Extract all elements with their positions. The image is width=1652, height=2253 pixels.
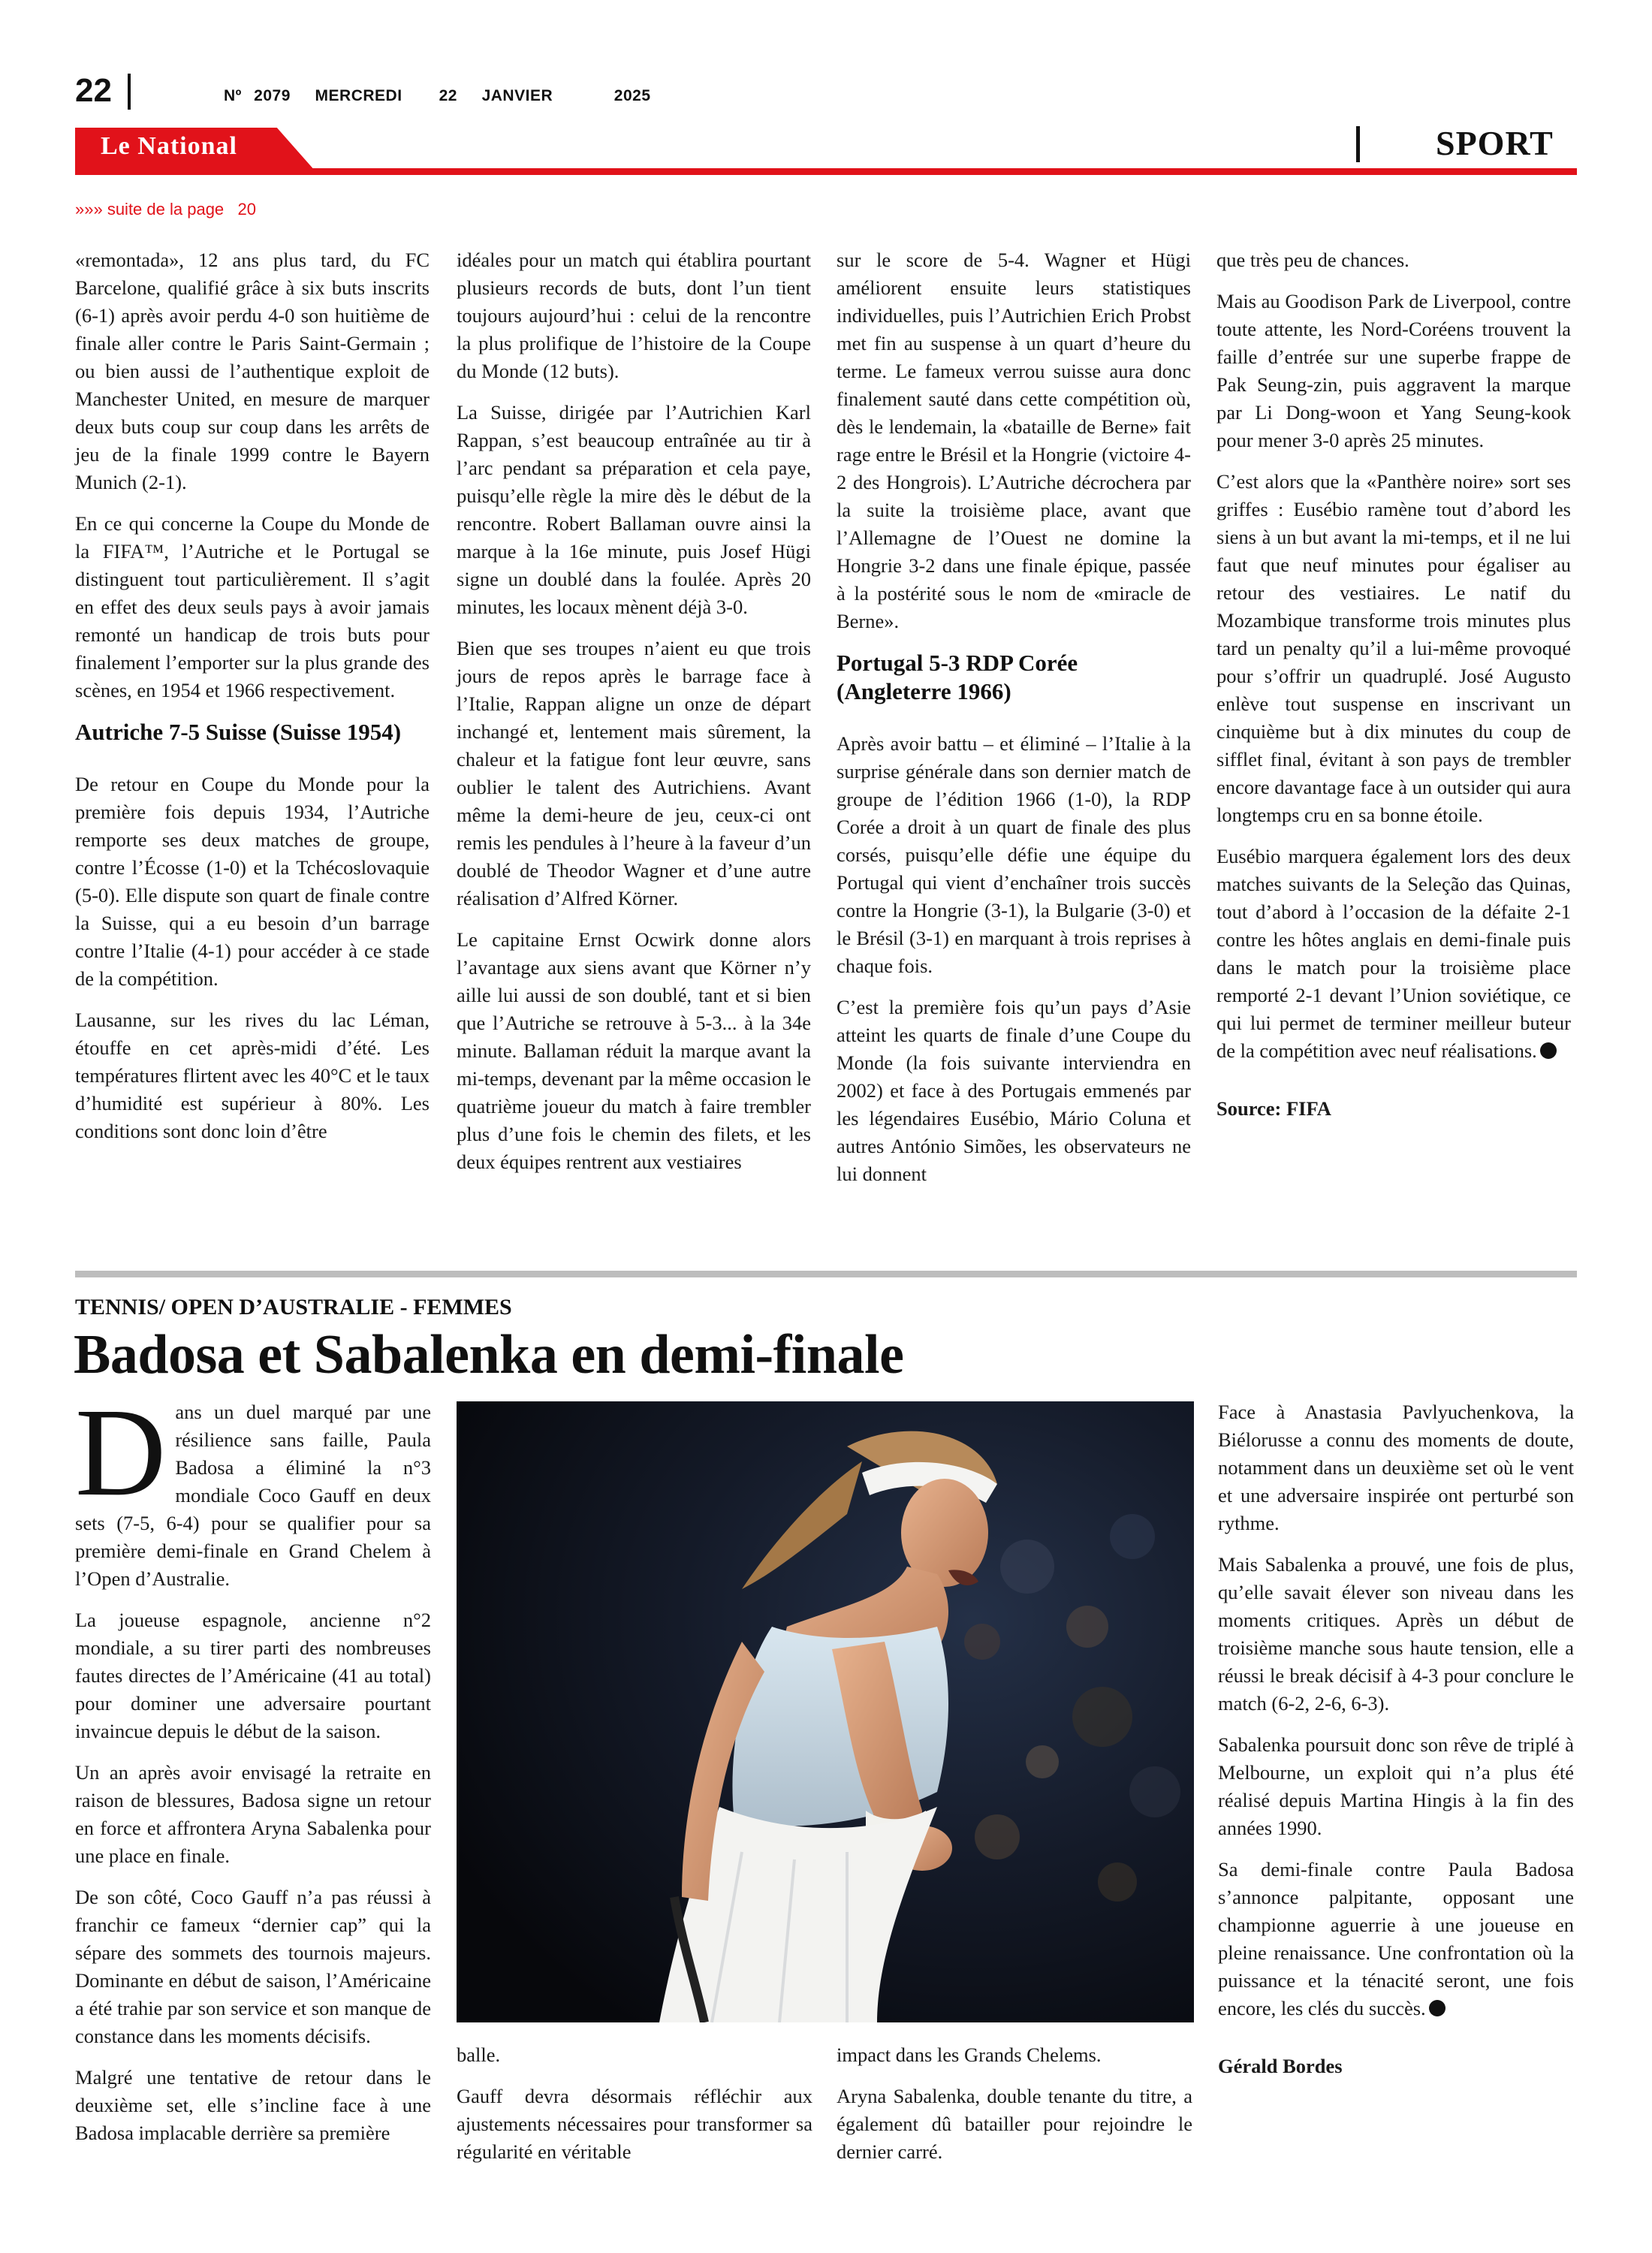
- paragraph: Après avoir battu – et éliminé – l’Italie à la surprise générale dans son dernier match de groupe de l’édition 1966 (1-0), la RDP Corée a droit à un quart de finale des plus corsés, puisqu’elle défie une équipe du Portugal qui vient d’enchaîner trois succès contre la Hongrie (3-1), la Bulgarie (3-0) et le Brésil (3-1) en marquant à trois reprises à chaque fois.: [837, 732, 1191, 977]
- paragraph-text: Eusébio marquera également lors des deux matches suivants de la Seleção das Quinas, tout d’abord à l’occasion de la défaite 2-1 contre les hôtes anglais en demi-finale puis dans le match pour la troisième place remporté 2-1 devant l’Union soviétique, ce qui lui permet de terminer meilleur buteur de la compétition avec neuf réalisations.: [1216, 845, 1571, 1062]
- paragraph: Aryna Sabalenka, double tenante du titre, a également dû batailler pour rejoindre le dernier carré.: [837, 2085, 1192, 2163]
- section-divider: [1356, 126, 1360, 162]
- paragraph-text: Sa demi-finale contre Paula Badosa s’annonce palpitante, opposant une championne aguerrie à une joueuse en pleine renaissance. Une confrontation où la puissance et la ténacité seront, une fois encore, les clés du succès.: [1218, 1858, 1574, 2019]
- brand-name: Le National: [101, 132, 237, 160]
- subheading: Autriche 7-5 Suisse (Suisse 1954): [75, 719, 402, 745]
- paragraph: La Suisse, dirigée par l’Autrichien Karl Rappan, s’est beaucoup entraînée au tir à l’arc pendant sa préparation et cela paye, puisqu’elle règle la mire dès le début de la rencontre. Robert Ballaman ouvre ainsi la marque à la 16e minute, puis Josef Hügi signe un doublé dans la foulée. Après 20 minutes, les locaux mènent déjà 3-0.: [457, 401, 811, 618]
- article1-column-3: [837, 246, 1191, 1202]
- article-kicker: TENNIS/ OPEN D’AUSTRALIE - FEMMES: [75, 1295, 512, 1320]
- paragraph: De retour en Coupe du Monde pour la première fois depuis 1934, l’Autriche remporte ses deux matches de groupe, contre l’Écosse (1-0) et la Tchécoslovaquie (5-0). Elle dispute son quart de finale contre la Suisse, qui a eu besoin d’un barrage contre l’Italie (4-1) pour accéder à ce stade de la compétition.: [75, 773, 430, 990]
- byline: Gérald Bordes: [1218, 2055, 1343, 2077]
- paragraph: De son côté, Coco Gauff n’a pas réussi à franchir ce fameux “dernier cap” qui la sépare des sommets des tournois majeurs. Dominante en début de saison, l’Américaine a été trahie par son service et son manque de constance dans les moments décisifs.: [75, 1886, 431, 2047]
- paragraph: Malgré une tentative de retour dans le deuxième set, elle s’incline face à une Badosa implacable derrière sa première: [75, 2066, 431, 2144]
- article1-column-1: [75, 246, 430, 1159]
- paragraph: Un an après avoir envisagé la retraite en raison de blessures, Badosa signe un retour en force et affrontera Aryna Sabalenka pour une place en finale.: [75, 1761, 431, 1867]
- article2-column-1: [75, 1383, 431, 2161]
- article1-column-4: [1216, 246, 1571, 1136]
- end-mark-icon: [1540, 1042, 1557, 1059]
- paragraph: Mais Sabalenka a prouvé, une fois de plus, qu’elle savait élever son niveau dans les moments critiques. Après un début de troisième manche sous haute tension, elle a réussi le break décisif à 4-3 pour conclure le match (6-2, 2-6, 6-3).: [1218, 1553, 1574, 1715]
- article2-column-3: [837, 2041, 1192, 2179]
- lead-paragraph: [75, 1383, 431, 1593]
- paragraph: C’est alors que la «Panthère noire» sort ses griffes : Eusébio ramène tout d’abord les siens à un but avant la mi-temps, et il ne lui faut que neuf minutes pour égaliser au retour des vestiaires. Le natif du Mozambique transforme trois minutes plus tard un penalty qu’il a lui-même provoqué pour s’offrir un quadruplé. José Augusto enlève tout suspense en inscrivant un cinquième but à dix minutes du coup de sifflet final, évitant à son pays de trembler encore davantage face à un outsider qui aura longtemps cru en sa bonne étoile.: [1216, 470, 1571, 826]
- paragraph: idéales pour un match qui établira pourtant plusieurs records de buts, dont l’un tient toujours aujourd’hui : celui de la rencontre la plus prolifique de l’histoire de la Coupe du Monde (12 buts).: [457, 249, 811, 382]
- paragraph: Face à Anastasia Pavlyuchenkova, la Biélorusse a connu des moments de doute, notamment dans un deuxième set où le vent et une adversaire inspirée ont perturbé son rythme.: [1218, 1401, 1574, 1534]
- article-headline: Badosa et Sabalenka en demi-finale: [74, 1324, 904, 1386]
- paragraph: La joueuse espagnole, ancienne n°2 mondiale, a su tirer parti des nombreuses fautes directes de l’Américaine (41 au total) pour dominer une adversaire pourtant invaincue depuis le début de la saison.: [75, 1609, 431, 1742]
- paragraph-last: [1218, 1856, 1574, 2022]
- drop-cap: D: [75, 1383, 167, 1522]
- photo-illustration: [457, 1401, 1194, 2022]
- paragraph: Sabalenka poursuit donc son rêve de triplé à Melbourne, un exploit qui n’a plus été réalisé depuis Martina Hingis à la fin des années 1990.: [1218, 1733, 1574, 1839]
- paragraph: «remontada», 12 ans plus tard, du FC Barcelone, qualifié grâce à six buts inscrits (6-1) après avoir perdu 4-0 son huitième de finale aller contre le Paris Saint-Germain ; ou bien aussi de l’authentique exploit de Manchester United, en mesure de marquer deux buts coup sur coup dans les arrêts de jeu de la finale 1999 contre le Bayern Munich (2-1).: [75, 249, 430, 493]
- article1-column-2: [457, 246, 811, 1190]
- paragraph: balle.: [457, 2043, 501, 2066]
- header-rule: [75, 168, 1577, 175]
- paragraph: Lausanne, sur les rives du lac Léman, étouffe en cet après-midi d’été. Les températures flirtent avec les 40°C et le taux d’humidité est supérieur à 80%. Les conditions sont donc loin d’être: [75, 1009, 430, 1142]
- page-number-divider: [128, 74, 131, 110]
- paragraph: Le capitaine Ernst Ocwirk donne alors l’avantage aux siens avant que Körner n’y aille lui aussi de son doublé, tant et si bien que l’Autriche se retrouve à 5-3... à la 34e minute. Ballaman réduit la marque avant la mi-temps, devenant par la même occasion le quatrième joueur du match à faire trembler plus d’une fois le chemin des filets, et les deux équipes rentrent aux vestiaires: [457, 928, 811, 1173]
- end-mark-icon: [1429, 2000, 1446, 2016]
- article2-column-2: [457, 2041, 812, 2179]
- paragraph: que très peu de chances.: [1216, 249, 1409, 271]
- issue-info: Nº 2079 MERCREDI 22 JANVIER 2025: [224, 87, 651, 104]
- article2-column-4: [1218, 1398, 1574, 2094]
- subheading: Portugal 5-3 RDP Corée (Angleterre 1966): [837, 650, 1078, 704]
- tennis-player-photo: [457, 1401, 1194, 2022]
- source-credit: Source: FIFA: [1216, 1097, 1331, 1120]
- paragraph-text: ans un duel marqué par une résilience sans faille, Paula Badosa a éliminé la n°3 mondiale Coco Gauff en deux sets (7-5, 6-4) pour se qualifier pour sa première demi-finale en Grand Chelem à l’Open d’Australie.: [75, 1401, 431, 1590]
- section-title: SPORT: [1436, 124, 1554, 162]
- paragraph: En ce qui concerne la Coupe du Monde de la FIFA™, l’Autriche et le Portugal se distinguent tout particulièrement. Il s’agit en effet des deux seuls pays à avoir jamais remonté un handicap de trois buts pour finalement l’emporter sur la plus grande des scènes, en 1954 et 1966 respectivement.: [75, 512, 430, 701]
- paragraph: Gauff devra désormais réfléchir aux ajustements nécessaires pour transformer sa régularité en véritable: [457, 2085, 812, 2163]
- paragraph: sur le score de 5-4. Wagner et Hügi améliorent ensuite leurs statistiques individuelles, puis l’Autrichien Erich Probst met fin au suspense à un quart d’heure du terme. Le fameux verrou suisse aura donc finalement sauté dans cette compétition où, dès le lendemain, la «bataille de Berne» fait rage entre le Brésil et la Hongrie (victoire 4-2 des Hongrois). L’Autriche décrochera par la suite la troisième place, avant que l’Allemagne de l’Ouest ne domine la Hongrie 3-2 dans une finale épique, passée à la postérité sous le nom de «miracle de Berne».: [837, 249, 1191, 632]
- paragraph: impact dans les Grands Chelems.: [837, 2043, 1102, 2066]
- paragraph: Bien que ses troupes n’aient eu que trois jours de repos après le barrage face à l’Italie, Rappan aligne un onze de départ inchangé et, lentement mais sûrement, la chaleur et la fatigue font leur œuvre, sans oublier le talent des Autrichiens. Avant même la demi-heure de jeu, ceux-ci ont remis les pendules à l’heure à la faveur d’un doublé de Theodor Wagner et d’une autre réalisation d’Alfred Körner.: [457, 637, 811, 909]
- paragraph: C’est la première fois qu’un pays d’Asie atteint les quarts de finale d’une Coupe du Monde (la fois suivante interviendra en 2002) et face à des Portugais emmenés par les légendaires Eusébio, Mário Coluna et autres António Simões, les observateurs ne lui donnent: [837, 996, 1191, 1185]
- paragraph: Mais au Goodison Park de Liverpool, contre toute attente, les Nord-Coréens trouvent la faille d’entrée sur une superbe frappe de Pak Seung-zin, puis aggravent la marque par Li Dong-woon et Yang Seung-kook pour mener 3-0 après 25 minutes.: [1216, 290, 1571, 451]
- paragraph-last: [1216, 843, 1571, 1065]
- page-number: 22: [75, 72, 112, 109]
- continued-from: »»» suite de la page 20: [75, 200, 256, 219]
- article-divider: [75, 1271, 1577, 1277]
